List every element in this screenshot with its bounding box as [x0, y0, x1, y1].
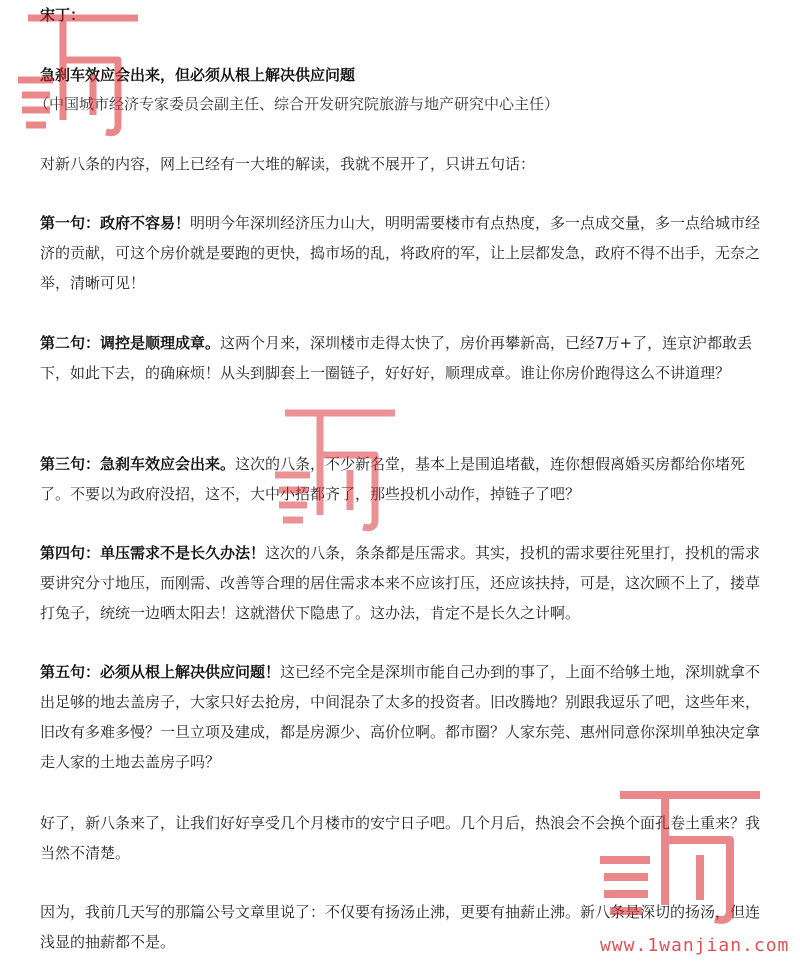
author-label: 宋丁：	[40, 6, 86, 24]
point-3	[40, 449, 765, 509]
point-1-lead: 第一句：政府不容易！	[40, 214, 191, 232]
point-5	[40, 657, 765, 777]
point-3-lead: 第三句：急刹车效应会出来。	[40, 455, 236, 473]
point-5-lead: 第五句：必须从根上解决供应问题！	[40, 663, 281, 681]
point-5-body: 这已经不完全是深圳市能自己办到的事了，上面不给够土地，深圳就拿不出足够的地去盖房子，大家只好去抢房，中间混杂了太多的投资者。旧改腾地？别跟我逗乐了吧，这些年来，旧改有多难多慢？一旦立项及建成，都是房源少、高价位啊。都市圈？人家东莞、惠州同意你深圳单独决定拿走人家的土地去盖房子吗？	[40, 663, 761, 771]
closing-paragraph-1: 好了，新八条来了，让我们好好享受几个月楼市的安宁日子吧。几个月后，热浪会不会换个面孔卷土重来？我当然不清楚。	[40, 814, 761, 862]
headline: 急刹车效应会出来，但必须从根上解决供应问题	[40, 66, 356, 84]
point-4-lead: 第四句：单压需求不是长久办法！	[40, 544, 266, 562]
point-4-body: 这次的八条，条条都是压需求。其实，投机的需求要往死里打，投机的需求要讲究分寸地压，而刚需、改善等合理的居住需求本来不应该打压，还应该扶持，可是，这次顾不上了，搂草打兔子，统统一边晒太阳去！这就潜伏下隐患了。这办法，肯定不是长久之计啊。	[40, 544, 761, 622]
point-4	[40, 538, 765, 628]
point-1	[40, 208, 765, 298]
point-2	[40, 328, 765, 388]
intro-paragraph: 对新八条的内容，网上已经有一大堆的解读，我就不展开了，只讲五句话：	[40, 155, 536, 173]
point-2-lead: 第二句：调控是顺理成章。	[40, 334, 221, 352]
watermark-url: www.1wanjian.com	[600, 935, 790, 956]
point-2-body: 这两个月来，深圳楼市走得太快了，房价再攀新高，已经7万+了，连京沪都敢丢下，如此下去，的确麻烦！从头到脚套上一圈链子，好好好，顺理成章。谁让你房价跑得这么不讲道理？	[40, 334, 753, 382]
point-3-body: 这次的八条，不少新名堂，基本上是围追堵截，连你想假离婚买房都给你堵死了。不要以为政府没招，这不，大中小招都齐了，那些投机小动作，掉链子了吧？	[40, 455, 746, 503]
point-1-body: 明明今年深圳经济压力山大，明明需要楼市有点热度，多一点成交量，多一点给城市经济的贡献，可这个房价就是要跑的更快，捣市场的乱，将政府的军，让上层都发急，政府不得不出手，无奈之举，清晰可见！	[40, 214, 761, 292]
author-affiliation: （中国城市经济专家委员会副主任、综合开发研究院旅游与地产研究中心主任）	[34, 95, 560, 113]
closing-paragraph-2: 因为，我前几天写的那篇公号文章里说了：不仅要有扬汤止沸，更要有抽薪止沸。新八条是深切的扬汤，但连浅显的抽薪都不是。	[40, 903, 761, 951]
